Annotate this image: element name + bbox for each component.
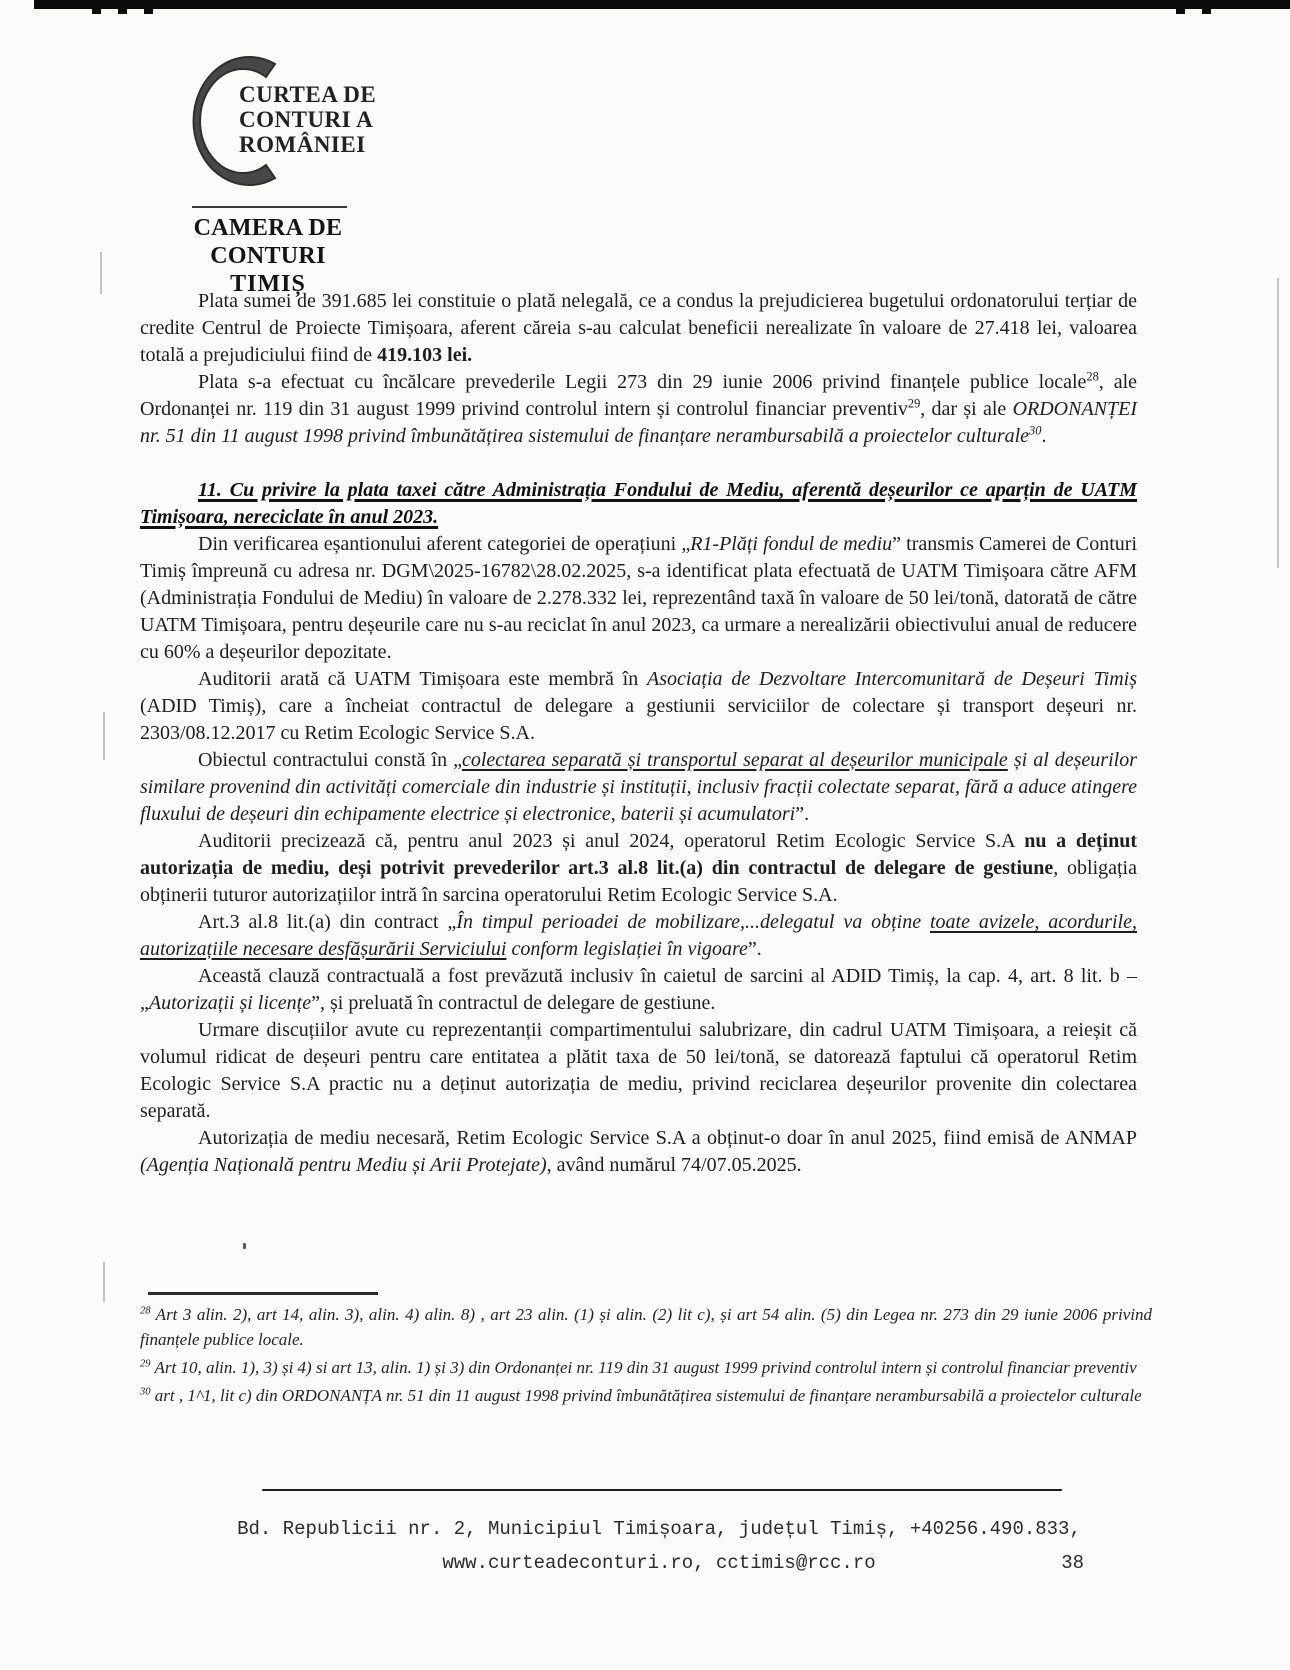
footnotes <box>140 1302 1152 1411</box>
footnote: $^{30}$ art , 1^1, lit c) din ORDONANȚA nr. 51 din 11 august 1998 privind îmbunătățirea sistemului de finanțare nerambursabilă a proiectelor culturale <box>140 1386 1142 1405</box>
footer-address: Bd. Republicii nr. 2, Municipiul Timișoara, județul Timiș, +40256.490.833, <box>237 1518 1081 1540</box>
paragraph: Plata s-a efectuat cu încălcare prevederile Legii 273 din 29 iunie 2006 privind finanțele publice locale$^{28}$, ale Ordonanței nr. 119 din 31 august 1999 privind controlul intern și controlul financiar preventiv$^{29}$, dar și ale ORDONANȚEI nr. 51 din 11 august 1998 privind îmbunătățirea sistemului de finanțare nerambursabilă a proiectelor culturale$^{30}$. <box>140 369 1138 447</box>
footnote-marker: 28 <box>140 1305 151 1317</box>
logo-text-line3: ROMÂNIEI <box>239 132 366 157</box>
logo-text <box>239 82 376 157</box>
paragraph: Auditorii precizează că, pentru anul 2023 și anul 2024, operatorul Retim Ecologic Service S.A nu a deținut autorizația de mediu, deși potrivit prevederilor art.3 al.8 lit.(a) din contractul de delegare de gestiune, obligația obținerii tuturor autorizațiilor intră în sarcina operatorului Retim Ecologic Service S.A. <box>140 830 1137 906</box>
footer-contacts: www.curteadeconturi.ro, cctimis@rcc.ro <box>442 1552 876 1574</box>
paragraph: Această clauză contractuală a fost prevăzută inclusiv în caietul de sarcini al ADID Timiș, la cap. 4, art. 8 lit. b – „Autorizații și licențe”, și preluată în contractul de delegare de gestiune. <box>140 965 1137 1014</box>
document-body <box>140 288 1137 1179</box>
scan-artifact-notch <box>1202 9 1211 14</box>
office-county: TIMIȘ <box>230 271 306 297</box>
office-title <box>148 214 388 298</box>
scan-artifact-notch <box>118 9 127 14</box>
scan-artifact-notch <box>92 9 101 14</box>
footer-separator <box>262 1489 1062 1491</box>
paragraph: Auditorii arată că UATM Timișoara este membră în Asociația de Dezvoltare Intercomunitară de Deșeuri Timiș (ADID Timiș), care a încheiat contractul de delegare a gestiunii serviciilor de colectare și transport deșeuri nr. 2303/08.12.2017 cu Retim Ecologic Service S.A. <box>140 668 1137 744</box>
scan-artifact-top-strip <box>34 0 1290 9</box>
paragraph: Din verificarea eșantionului aferent categoriei de operațiuni „R1-Plăți fondul de mediu” transmis Camerei de Conturi Timiș împreună cu adresa nr. DGM\2025-16782\28.02.2025, s-a identificat plata efectuată de UATM Timișoara către AFM (Administrația Fondului de Mediu) în valoare de 2.278.332 lei, reprezentând taxă în valoare de 50 lei/tonă, datorată de către UATM Timișoara, pentru deșeurile care nu s-au reciclat în anul 2023, ca urmare a nerealizării obiectivului anual de reducere cu 60% a deșeurilor depozitate. <box>140 533 1137 663</box>
ink-speck <box>243 1243 246 1249</box>
page-number: 38 <box>1061 1552 1084 1574</box>
logo-text-line2: CONTURI A <box>239 107 374 132</box>
paragraph: Plata sumei de 391.685 lei constituie o plată nelegală, ce a condus la prejudicierea bugetului ordonatorului terțiar de credite Centrul de Proiecte Timișoara, aferent căreia s-au calculat beneficii nerealizate în valoare de 27.418 lei, valoarea totală a prejudiciului fiind de 419.103 lei. <box>140 290 1137 366</box>
scan-artifact-left-edge <box>103 1262 105 1302</box>
scan-artifact-left-edge <box>103 712 105 760</box>
logo-divider <box>192 206 347 208</box>
footnote-separator <box>148 1292 378 1295</box>
scan-artifact-right-edge <box>1277 278 1279 568</box>
footnote-marker: 29 <box>140 1358 151 1370</box>
footnote: $^{29}$ Art 10, alin. 1), 3) și 4) si art 13, alin. 1) și 3) din Ordonanței nr. 119 din 31 august 1999 privind controlul intern și controlul financiar preventiv <box>140 1358 1137 1377</box>
paragraph: Obiectul contractului constă în „colectarea separată și transportul separat al deșeurilor municipale și al deșeurilor similare provenind din activități comerciale din industrie și instituții, inclusiv fracții colectate separat, fără a aduce atingere fluxului de deșeuri din echipamente electrice și electronice, baterii și acumulatori”. <box>140 749 1137 825</box>
paragraph: Urmare discuțiilor avute cu reprezentanții compartimentului salubrizare, din cadrul UATM Timișoara, a reieșit că volumul ridicat de deșeuri pentru care entitatea a plătit taxa de 50 lei/tonă, se datorează faptului că operatorul Retim Ecologic Service S.A practic nu a deținut autorizația de mediu, privind reciclarea deșeurilor provenite din colectarea separată. <box>140 1019 1137 1122</box>
office-name: CAMERA DE CONTURI <box>193 215 343 269</box>
page-footer <box>228 1512 1090 1580</box>
section-heading: 11. Cu privire la plata taxei către Administrația Fondului de Mediu, aferentă deșeurilor ce aparțin de UATM Timișoara, nereciclate în anul 2023. <box>140 479 1137 528</box>
footnote-marker: 30 <box>140 1386 151 1398</box>
scan-artifact-notch <box>1176 9 1185 14</box>
paragraph: Autorizația de mediu necesară, Retim Ecologic Service S.A a obținut-o doar în anul 2025, fiind emisă de ANMAP (Agenția Națională pentru Mediu și Arii Protejate), având numărul 74/07.05.2025. <box>140 1127 1137 1176</box>
logo-text-line1: CURTEA DE <box>239 82 377 107</box>
scan-artifact-notch <box>144 9 153 14</box>
footnote: $^{28}$ Art 3 alin. 2), art 14, alin. 3), alin. 4) alin. 8) , art 23 alin. (1) și alin. (2) lit c), și art 54 alin. (5) din Legea nr. 273 din 29 iunie 2006 privind finanțele publice locale. <box>140 1305 1152 1349</box>
paragraph: Art.3 al.8 lit.(a) din contract „În timpul perioadei de mobilizare,...delegatul va obține toate avizele, acordurile, autorizațiile necesare desfășurării Serviciului conform legislației în vigoare”. <box>140 911 1137 960</box>
scan-artifact-left-edge <box>100 252 102 294</box>
curtea-de-conturi-logo <box>175 46 435 196</box>
